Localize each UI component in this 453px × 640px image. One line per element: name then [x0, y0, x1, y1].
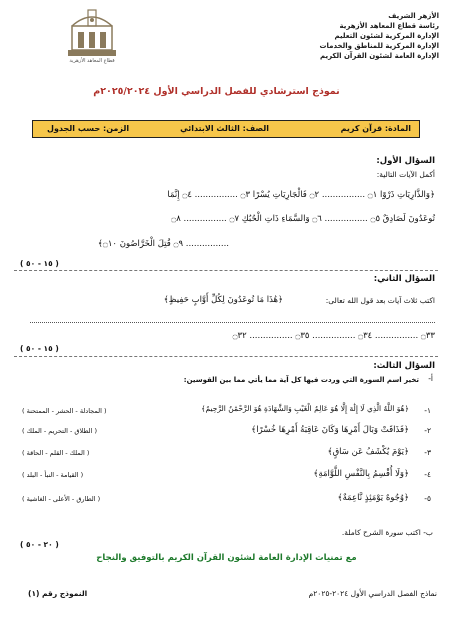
q1-instruction: أكمل الآيات التالية:: [376, 170, 435, 179]
header-line-3: الإدارة المركزية لشئون التعليم: [334, 32, 439, 40]
q3-part-a-instruction: تخير اسم السورة التي وردت فيها كل آية مما يأتي مما بين القوسين:: [183, 376, 419, 384]
header-line-2: رئاسة قطاع المعاهد الأزهرية: [339, 22, 439, 30]
q3-item-choices: ( المجادلة - الحشر - الممتحنة ): [22, 407, 107, 415]
q2-heading: السؤال الثاني:: [373, 274, 435, 284]
q3-item-verse: ﴿فَذَاقَتْ وَبَالَ أَمْرِهَا وَكَانَ عَاقِبَةُ أَمْرِهَا خُسْرًا﴾: [251, 425, 409, 435]
page-title: نموذج استرشادي للفصل الدراسي الأول ٢٠٢٥/٢٠٢٤م: [93, 86, 340, 97]
q3-item-choices: ( القيامة - النبأ - البلد ): [22, 471, 84, 479]
q3-item-number: ٢-: [424, 426, 431, 435]
time-label: الزمن: حسب الجدول: [47, 124, 130, 133]
q3-item-verse: ﴿وُجُوهٌ يَوْمَئِذٍ نَّاعِمَةٌ﴾: [337, 493, 409, 503]
q3-item-verse: ﴿هُوَ اللَّهُ الَّذِي لَا إِلَٰهَ إِلَّا هُوَ عَالِمُ الْغَيْبِ وَالشَّهَادَةِ هُوَ الرَّحْمَٰنُ الرَّحِيمُ﴾: [201, 404, 409, 413]
header-line-5: الإدارة العامة لشئون القرآن الكريم: [319, 52, 439, 60]
q3-heading: السؤال الثالث:: [373, 361, 435, 371]
q3-marks: ( ٢٠ - ٥٠ ): [20, 540, 59, 549]
q3-item-number: ٤-: [424, 470, 431, 479]
q3-item-number: ٣-: [424, 448, 431, 457]
q3-item-number: ٥-: [424, 494, 431, 503]
closing-message: مع تمنيات الإدارة العامة لشئون القرآن الكريم بالتوفيق والنجاح: [96, 553, 357, 563]
q3-part-b: ب- اكتب سورة الشرح كاملة.: [341, 528, 433, 537]
q2-answer-line-1[interactable]: [30, 322, 435, 323]
separator-1: [14, 270, 438, 271]
q3-item-number: ١-: [424, 406, 431, 415]
q2-marks: ( ١٥ - ٥٠ ): [20, 344, 59, 353]
azhar-logo-icon: [64, 6, 120, 58]
q1-heading: السؤال الأول:: [376, 156, 435, 166]
q3-item-choices: ( الطلاق - التحريم - الملك ): [22, 427, 98, 435]
header-line-1: الأزهر الشريف: [388, 12, 439, 20]
q1-marks: ( ١٥ - ٥٠ ): [20, 259, 59, 268]
footer-term-label: نماذج الفصل الدراسي الأول ٢٠٢٤-٢٠٢٥م: [308, 589, 437, 598]
q2-instruction: اكتب ثلاث آيات بعد قول الله تعالى:: [325, 296, 435, 305]
info-bar: [32, 120, 420, 138]
q3-item-verse: ﴿يَوْمَ يُكْشَفُ عَن سَاقٍ﴾: [327, 447, 409, 457]
q2-verse: ﴿هَٰذَا مَا تُوعَدُونَ لِكُلِّ أَوَّابٍ حَفِيظٍ﴾: [163, 295, 283, 305]
q2-answer-line-2[interactable]: ۝٣٣ ................ ۝٣٤ ................ ۝٣٥ ................ ۝٣٢: [232, 331, 435, 341]
logo-caption: قطاع المعاهد الأزهرية: [69, 58, 115, 64]
header-line-4: الإدارة المركزية للمناطق والخدمات: [319, 42, 439, 50]
q3-part-a-label: أ-: [428, 374, 433, 383]
separator-2: [14, 356, 438, 357]
subject-label: المادة: قرآن كريم: [340, 124, 411, 133]
grade-label: الصف: الثالث الابتدائي: [180, 124, 269, 133]
q3-item-choices: ( الطارق - الأعلى - الغاشية ): [22, 495, 101, 503]
q1-verse-line-2: تُوعَدُونَ لَصَادِقٌ ۝٥ ................ ۝٦ وَالسَّمَاءِ ذَاتِ الْحُبُكِ ۝٧ ................ ۝٨: [171, 214, 435, 224]
q3-item-choices: ( الملك - القلم - الحاقة ): [22, 449, 90, 457]
q1-verse-line-1: ﴿وَالذَّارِيَاتِ ذَرْوًا ۝١ ................ ۝٢ فَالْجَارِيَاتِ يُسْرًا ۝٣ ................ ۝٤ إِنَّمَا: [167, 190, 435, 200]
q1-verse-line-3: ................ ۝٩ قُتِلَ الْخَرَّاصُونَ ۝١٠﴾: [97, 239, 229, 249]
footer-model-number: النموذج رقم (١): [28, 589, 88, 598]
q3-item-verse: ﴿وَلَا أُقْسِمُ بِالنَّفْسِ اللَّوَّامَةِ﴾: [313, 469, 409, 479]
